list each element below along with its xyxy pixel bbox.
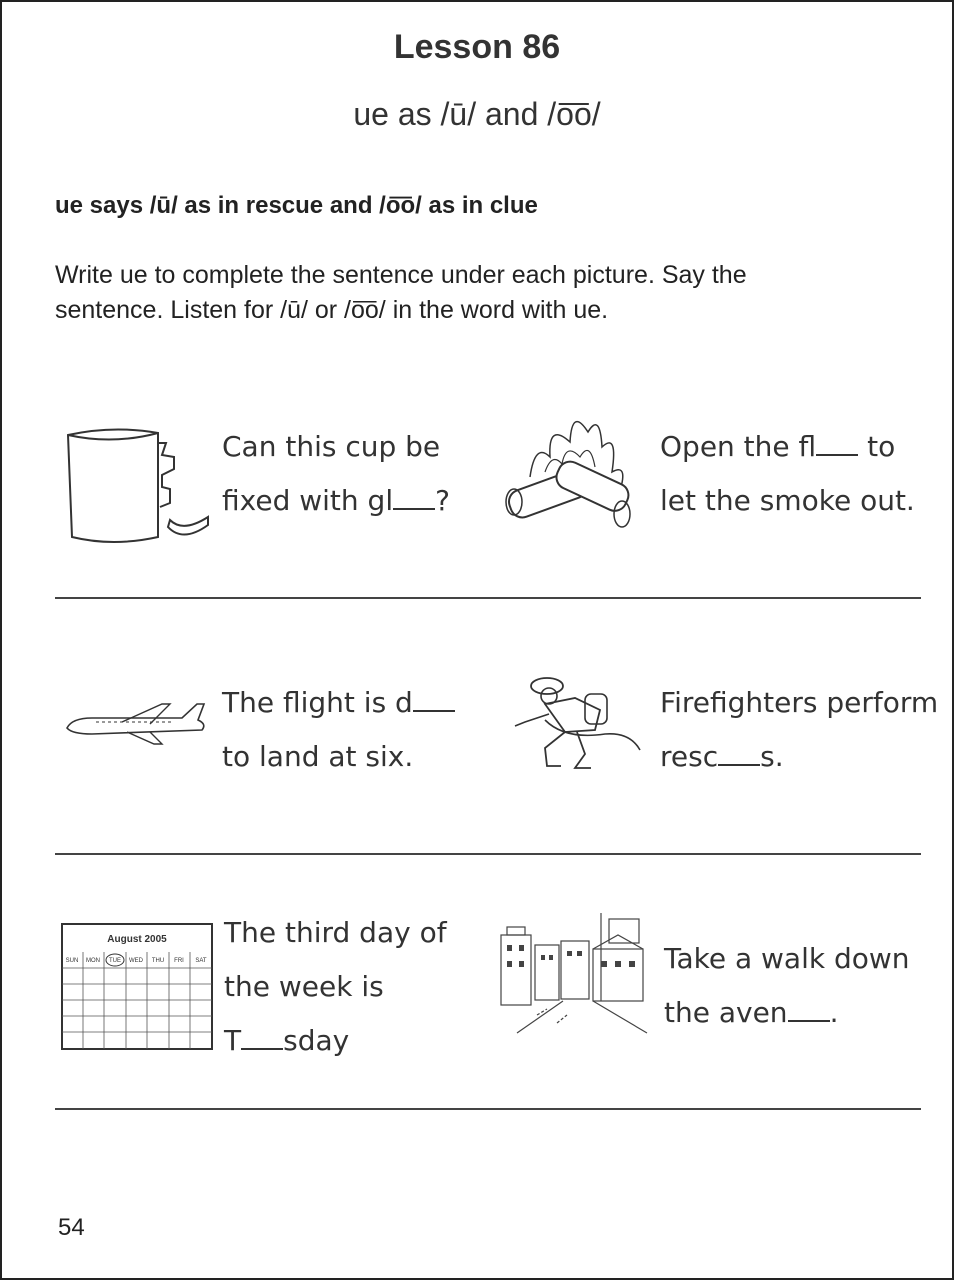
row-divider bbox=[55, 597, 921, 599]
lesson-subtitle: ue as /ū/ and /o͞o/ bbox=[353, 96, 601, 132]
sentence-1 bbox=[222, 420, 450, 528]
answer-blank[interactable] bbox=[241, 1022, 283, 1050]
calendar-day: MON bbox=[86, 958, 100, 964]
sentence-2-line-2: let the smoke out. bbox=[660, 484, 915, 517]
row-divider bbox=[55, 853, 921, 855]
sentence-2 bbox=[660, 420, 915, 528]
sentence-5 bbox=[224, 906, 447, 1068]
lesson-title: Lesson 86 bbox=[393, 28, 561, 66]
fire-log-icon bbox=[500, 402, 640, 537]
sentence-6-line-1: Take a walk down bbox=[664, 942, 910, 975]
sentence-5-line-3: T sday bbox=[224, 1024, 350, 1057]
firefighter-icon bbox=[505, 670, 645, 780]
sentence-2-line-1: Open the fl to bbox=[660, 430, 896, 463]
instructions-line-1: Write ue to complete the sentence under each picture. Say the bbox=[55, 261, 747, 289]
calendar-day: WED bbox=[129, 958, 143, 964]
calendar-title: August 2005 bbox=[107, 934, 167, 945]
page-number: 54 bbox=[58, 1214, 85, 1241]
answer-blank[interactable] bbox=[816, 428, 858, 456]
calendar-day: SAT bbox=[195, 958, 207, 964]
answer-blank[interactable] bbox=[718, 738, 760, 766]
sentence-3-line-1: The flight is d bbox=[222, 676, 455, 730]
phonics-rule: ue says /ū/ as in rescue and /o͞o/ as in clue bbox=[55, 192, 538, 219]
sentence-3-line-2: to land at six. bbox=[222, 740, 414, 773]
sentence-5-line-2: the week is bbox=[224, 970, 384, 1003]
answer-blank[interactable] bbox=[413, 684, 455, 712]
cup-icon bbox=[58, 425, 218, 555]
city-street-icon bbox=[497, 905, 657, 1040]
row-divider bbox=[55, 1108, 921, 1110]
calendar-day: THU bbox=[151, 958, 165, 964]
sentence-3 bbox=[222, 676, 455, 784]
instructions-line-2: sentence. Listen for /ū/ or /o͞o/ in the word with ue. bbox=[55, 296, 609, 324]
answer-blank[interactable] bbox=[393, 482, 435, 510]
sentence-5-line-1: The third day of bbox=[224, 916, 447, 949]
airplane-icon bbox=[62, 700, 212, 755]
sentence-6-line-2: the aven . bbox=[664, 996, 839, 1029]
calendar-day: SUN bbox=[65, 958, 79, 964]
instructions bbox=[55, 258, 915, 328]
sentence-4-line-2: resc s. bbox=[660, 740, 784, 773]
sentence-1-line-1: Can this cup be bbox=[222, 430, 441, 463]
sentence-1-line-2: fixed with gl ? bbox=[222, 484, 450, 517]
calendar-day: FRI bbox=[174, 958, 184, 964]
answer-blank[interactable] bbox=[788, 994, 830, 1022]
calendar-day: TUE bbox=[109, 958, 121, 964]
sentence-4 bbox=[660, 676, 938, 784]
sentence-6 bbox=[664, 932, 910, 1040]
sentence-4-line-1: Firefighters perform bbox=[660, 686, 939, 719]
calendar-icon bbox=[60, 922, 215, 1057]
